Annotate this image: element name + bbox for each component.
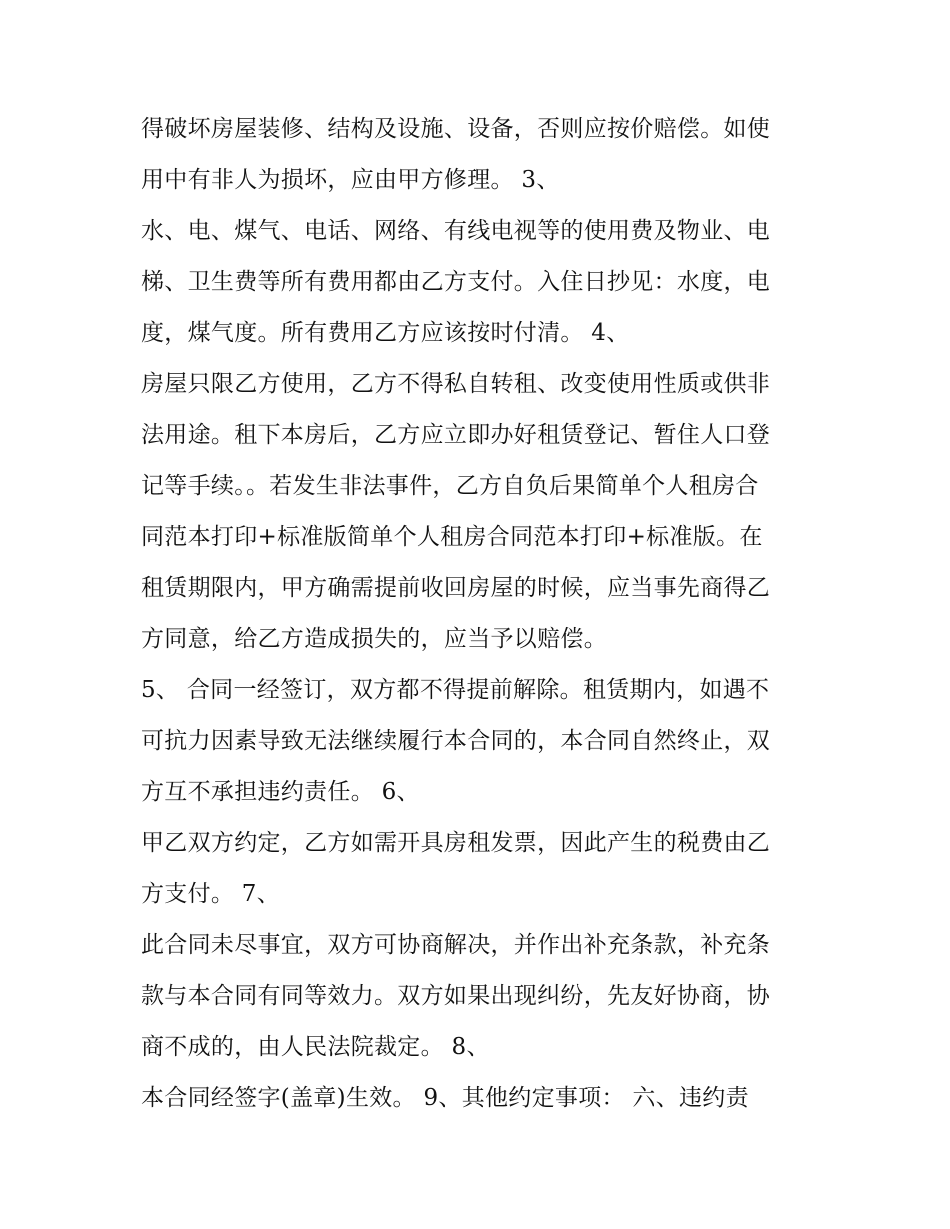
text-line: 商不成的，由人民法院裁定。 8、 xyxy=(141,1034,490,1060)
text-line: 方支付。 7、 xyxy=(141,881,281,907)
text-line: 甲乙双方约定，乙方如需开具房租发票，因此产生的税费由乙 xyxy=(141,830,771,856)
text-line: 此合同未尽事宜，双方可协商解决，并作出补充条款，补充条 xyxy=(141,932,771,958)
text-line: 得破坏房屋装修、结构及设施、设备，否则应按价赔偿。如使 xyxy=(141,116,771,142)
text-line: 可抗力因素导致无法继续履行本合同的，本合同自然终止，双 xyxy=(141,728,771,754)
text-line: 梯、卫生费等所有费用都由乙方支付。入住日抄见：水度，电 xyxy=(141,269,771,295)
text-line: 方互不承担违约责任。 6、 xyxy=(141,779,420,805)
text-line: 租赁期限内，甲方确需提前收回房屋的时候，应当事先商得乙 xyxy=(141,575,771,601)
text-line: 用中有非人为损坏，应由甲方修理。 3、 xyxy=(141,167,560,193)
text-line: 法用途。租下本房后，乙方应立即办好租赁登记、暂住人口登 xyxy=(141,422,771,448)
text-line: 5、 合同一经签订，双方都不得提前解除。租赁期内，如遇不 xyxy=(141,677,770,703)
text-line: 本合同经签字(盖章)生效。 9、其他约定事项： 六、违约责 xyxy=(141,1085,749,1111)
text-line: 房屋只限乙方使用，乙方不得私自转租、改变使用性质或供非 xyxy=(141,371,771,397)
text-line: 款与本合同有同等效力。双方如果出现纠纷，先友好协商，协 xyxy=(141,983,771,1009)
text-line: 水、电、煤气、电话、网络、有线电视等的使用费及物业、电 xyxy=(141,218,771,244)
text-line: 记等手续。。若发生非法事件，乙方自负后果简单个人租房合 xyxy=(141,473,759,499)
text-line: 方同意，给乙方造成损失的，应当予以赔偿。 xyxy=(141,626,607,652)
text-line: 同范本打印+标准版简单个人租房合同范本打印+标准版。在 xyxy=(141,524,763,550)
text-line: 度，煤气度。所有费用乙方应该按时付清。 4、 xyxy=(141,320,630,346)
contract-text-body xyxy=(141,104,821,1124)
